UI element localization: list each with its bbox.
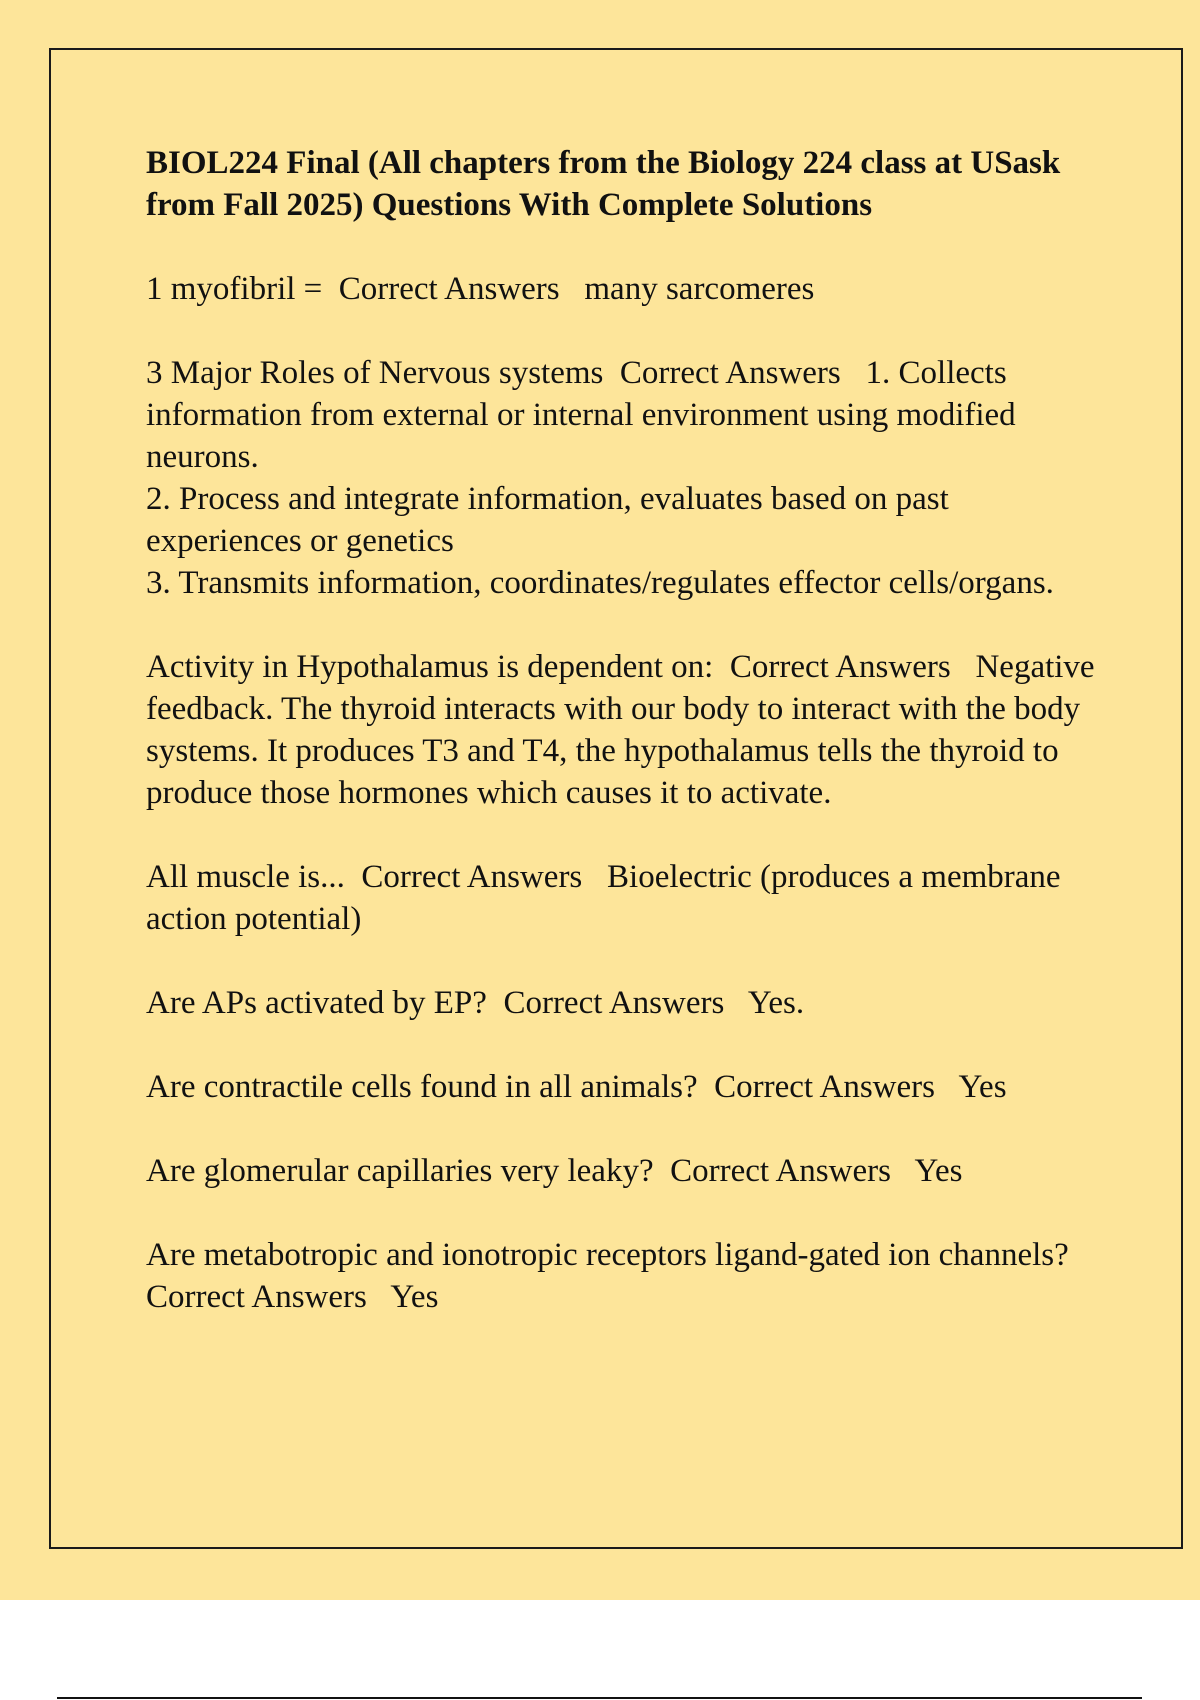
- correct-answers-label: Correct Answers: [619, 355, 841, 391]
- correct-answers-label: Correct Answers: [338, 271, 560, 307]
- answer-text: Yes: [958, 1069, 1007, 1105]
- question-text: Are metabotropic and ionotropic receptors ligand-gated ion channels?: [146, 1237, 1069, 1273]
- question-text: 3 Major Roles of Nervous systems: [146, 355, 604, 391]
- document-title: BIOL224 Final (All chapters from the Biology 224 class at USask from Fall 2025) Questions With Complete Solutions: [146, 145, 1061, 223]
- qa-item: [146, 646, 1106, 814]
- correct-answers-label: Correct Answers: [503, 985, 725, 1021]
- qa-item: [146, 1150, 1106, 1192]
- answer-text: Yes: [390, 1279, 439, 1315]
- footer-divider: [57, 1697, 1142, 1699]
- qa-item: [146, 352, 1106, 604]
- correct-answers-label: Correct Answers: [146, 1279, 367, 1315]
- qa-item: [146, 1234, 1106, 1318]
- document-content: [146, 142, 1106, 1360]
- correct-answers-label: Correct Answers: [670, 1153, 891, 1189]
- answer-text: Yes.: [747, 985, 805, 1021]
- qa-item: [146, 856, 1106, 940]
- answer-text: Yes: [914, 1153, 963, 1189]
- question-text: Are APs activated by EP?: [146, 985, 487, 1021]
- correct-answers-label: Correct Answers: [729, 649, 951, 685]
- qa-item: [146, 268, 1106, 310]
- answer-text: 1. Collects information from external or internal environment using modified neurons. 2. Process and integrate information, evaluates based on past experiences or genetics 3. Transmits information, coordinates/regulates effector cells/organs.: [146, 355, 1054, 601]
- question-text: 1 myofibril =: [146, 271, 323, 307]
- qa-item: [146, 1066, 1106, 1108]
- correct-answers-label: Correct Answers: [714, 1069, 935, 1105]
- answer-text: Bioelectric (produces a membrane action potential): [146, 859, 1069, 937]
- qa-item: [146, 982, 1106, 1024]
- question-text: Are glomerular capillaries very leaky?: [146, 1153, 654, 1189]
- question-text: Activity in Hypothalamus is dependent on:: [146, 649, 714, 685]
- answer-text: many sarcomeres: [584, 271, 815, 307]
- question-text: Are contractile cells found in all animals?: [146, 1069, 698, 1105]
- correct-answers-label: Correct Answers: [361, 859, 583, 895]
- answer-text: Negative feedback. The thyroid interacts with our body to interact with the body systems. It produces T3 and T4, the hypothalamus tells the thyroid to produce those hormones which causes it to activate.: [146, 649, 1103, 811]
- question-text: All muscle is...: [146, 859, 345, 895]
